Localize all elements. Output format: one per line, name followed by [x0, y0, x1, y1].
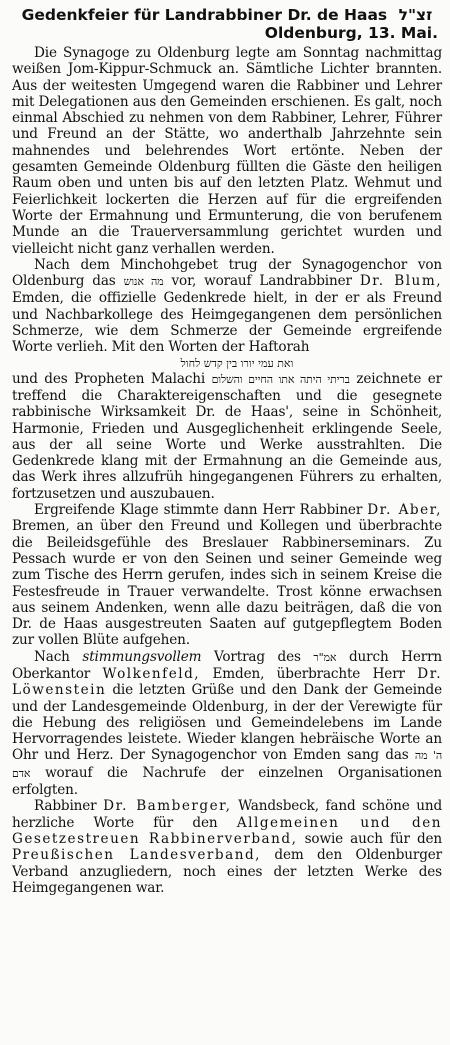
p5-text-a: Rabbiner	[34, 798, 97, 815]
p5-text-d: dem den Oldenburger Verband anzugliedern, noch eines der letzten Werke des Heimgegangenen war.	[12, 847, 442, 896]
p4-text-a: Nach	[34, 648, 70, 665]
p2-hebrew-2: בריתי היתה אתו החיים והשלום	[211, 372, 350, 386]
paragraph-4	[12, 649, 442, 799]
p4-text-e: die letzten Grüße und den Dank der Gemeinde und der Landesgemeinde Oldenburg, in der der Verewigte für die Hebung des religiösen und Gemeindelebens im Lande Hervorragendes leistete. Wieder klangen hebräische Worte an Ohr und Herz. Der Synagogenchor von Emden sang das	[12, 682, 442, 764]
p2-text-c: Emden, die offizielle Gedenkrede hielt, in der er als Freund und Nachbarkollege des Heimgegangenen dem persönlichen Schmerze, wie dem Schmerze der Gemeinde ergreifende Worte verlieh. Mit den Worten der Haftorah	[12, 290, 442, 356]
p4-name-loewenstein: Dr. Löwenstein	[12, 665, 443, 699]
p4-text-b: Vortrag des	[213, 648, 301, 665]
p2-text-b: vor, worauf Landrabbiner	[171, 273, 352, 290]
p2-hebrew-1: מה אנוש	[123, 275, 164, 289]
p2-text-d: und des Propheten Malachi	[12, 370, 206, 387]
p3-name-aber: Dr. Aber,	[367, 502, 443, 519]
p3-text-b: Bremen, an über den Freund und Kollegen und überbrachte die Beileidsgefühle des Breslauer Rabbinerseminars. Zu Pessach wurde er von den Seinen und seiner Gemeinde weg zum Tische des Herrn gerufen, indes sich in seinem Kreise die Festesfreude in Trauer verwandelte. Trost könne erwachsen aus seinem Andenken, wenn alle dazu beiträgen, daß die von Dr. de Haas ausgestreuten Saaten auf gutgepflegtem Boden zur vollen Blüte aufgehen.	[12, 518, 442, 649]
p2-text-a: Nach dem Minchohgebet trug der Synagogenchor von Oldenburg das	[12, 256, 442, 290]
p4-text-f: worauf die Nachrufe der einzelnen Organisationen erfolgten.	[12, 764, 443, 799]
paragraph-5	[12, 798, 442, 896]
p5-org-rabbinerverband: Allgemeinen und den Gesetzestreuen Rabbinerverband,	[12, 814, 443, 847]
p5-text-b: Wandsbeck, fand schöne und herzliche Worte für den	[12, 798, 443, 831]
paragraph-2-continued	[12, 371, 442, 502]
paragraph-2	[12, 257, 442, 356]
p4-hebrew-1: אמ"ר	[313, 650, 337, 664]
hebrew-honorific: זצ"ל	[398, 6, 433, 24]
p5-name-bamberger: Dr. Bamberger,	[103, 798, 232, 815]
p5-text-c: sowie auch für den	[304, 830, 442, 847]
dateline: Oldenburg, 13. Mai.	[264, 24, 438, 42]
title-text: Gedenkfeier für Landrabbiner Dr. de Haas	[21, 6, 388, 24]
p2-hebrew-quote: ואת עמי יורו בין קדש לחול	[180, 356, 294, 370]
p4-text-c: durch Herrn Oberkantor	[12, 648, 443, 682]
p3-text-a: Ergreifende Klage stimmte dann Herr Rabbiner	[34, 502, 363, 519]
paragraph-1: Die Synagoge zu Oldenburg legte am Sonntag nachmittag weißen Jom-Kippur-Schmuck an. Sämtliche Lichter brannten. Aus der weitesten Umgegend waren die Rabbiner und Lehrer mit Delegationen aus den Gemeinden erschienen. Es galt, noch einmal Abschied zu nehmen von dem Rabbiner, Lehrer, Führer und Freund an der Stätte, wo anderthalb Jahrzehnte sein mahnendes und belehrendes Wort ertönte. Neben der gesamten Gemeinde Oldenburg füllten die Gäste den heiligen Raum oben und unten bis auf den letzten Platz. Wehmut und Feierlichkeit lockerten die Herzen auf für die ergreifenden Worte der Ermahnung und Ermunterung, die von berufenem Munde an die Trauerversammlung gerichtet wurden und vielleicht nicht ganz verhallen werden.	[12, 45, 442, 257]
p4-italic: stimmungsvollem	[82, 648, 202, 665]
article-title	[12, 6, 442, 24]
p5-org-landesverband: Preußischen Landesverband,	[12, 847, 261, 864]
p2-text-e: zeichnete er treffend die Charaktereigenschaften und die gesegnete rabbinische Wirksamkeit Dr. de Haas', seine in Schönheit, Harmonie, Frieden und Ausgeglichenheit erklingende Seele, aus der all seine Worte und Werke ausstrahlten. Die Gedenkrede klang mit der Ermahnung an die Gemeinde aus, das Werk ihres allzufrüh hingegangenen Führers zu erhalten, fortzusetzen und auszubauen.	[12, 370, 443, 502]
p4-hebrew-2: ה' מה אדם	[12, 749, 443, 780]
p4-text-d: Emden, überbrachte Herr	[212, 665, 405, 682]
p2-name-blum: Dr. Blum,	[359, 273, 443, 290]
p4-name-wolkenfeld: Wolkenfeld,	[102, 665, 201, 682]
paragraph-3	[12, 502, 442, 649]
